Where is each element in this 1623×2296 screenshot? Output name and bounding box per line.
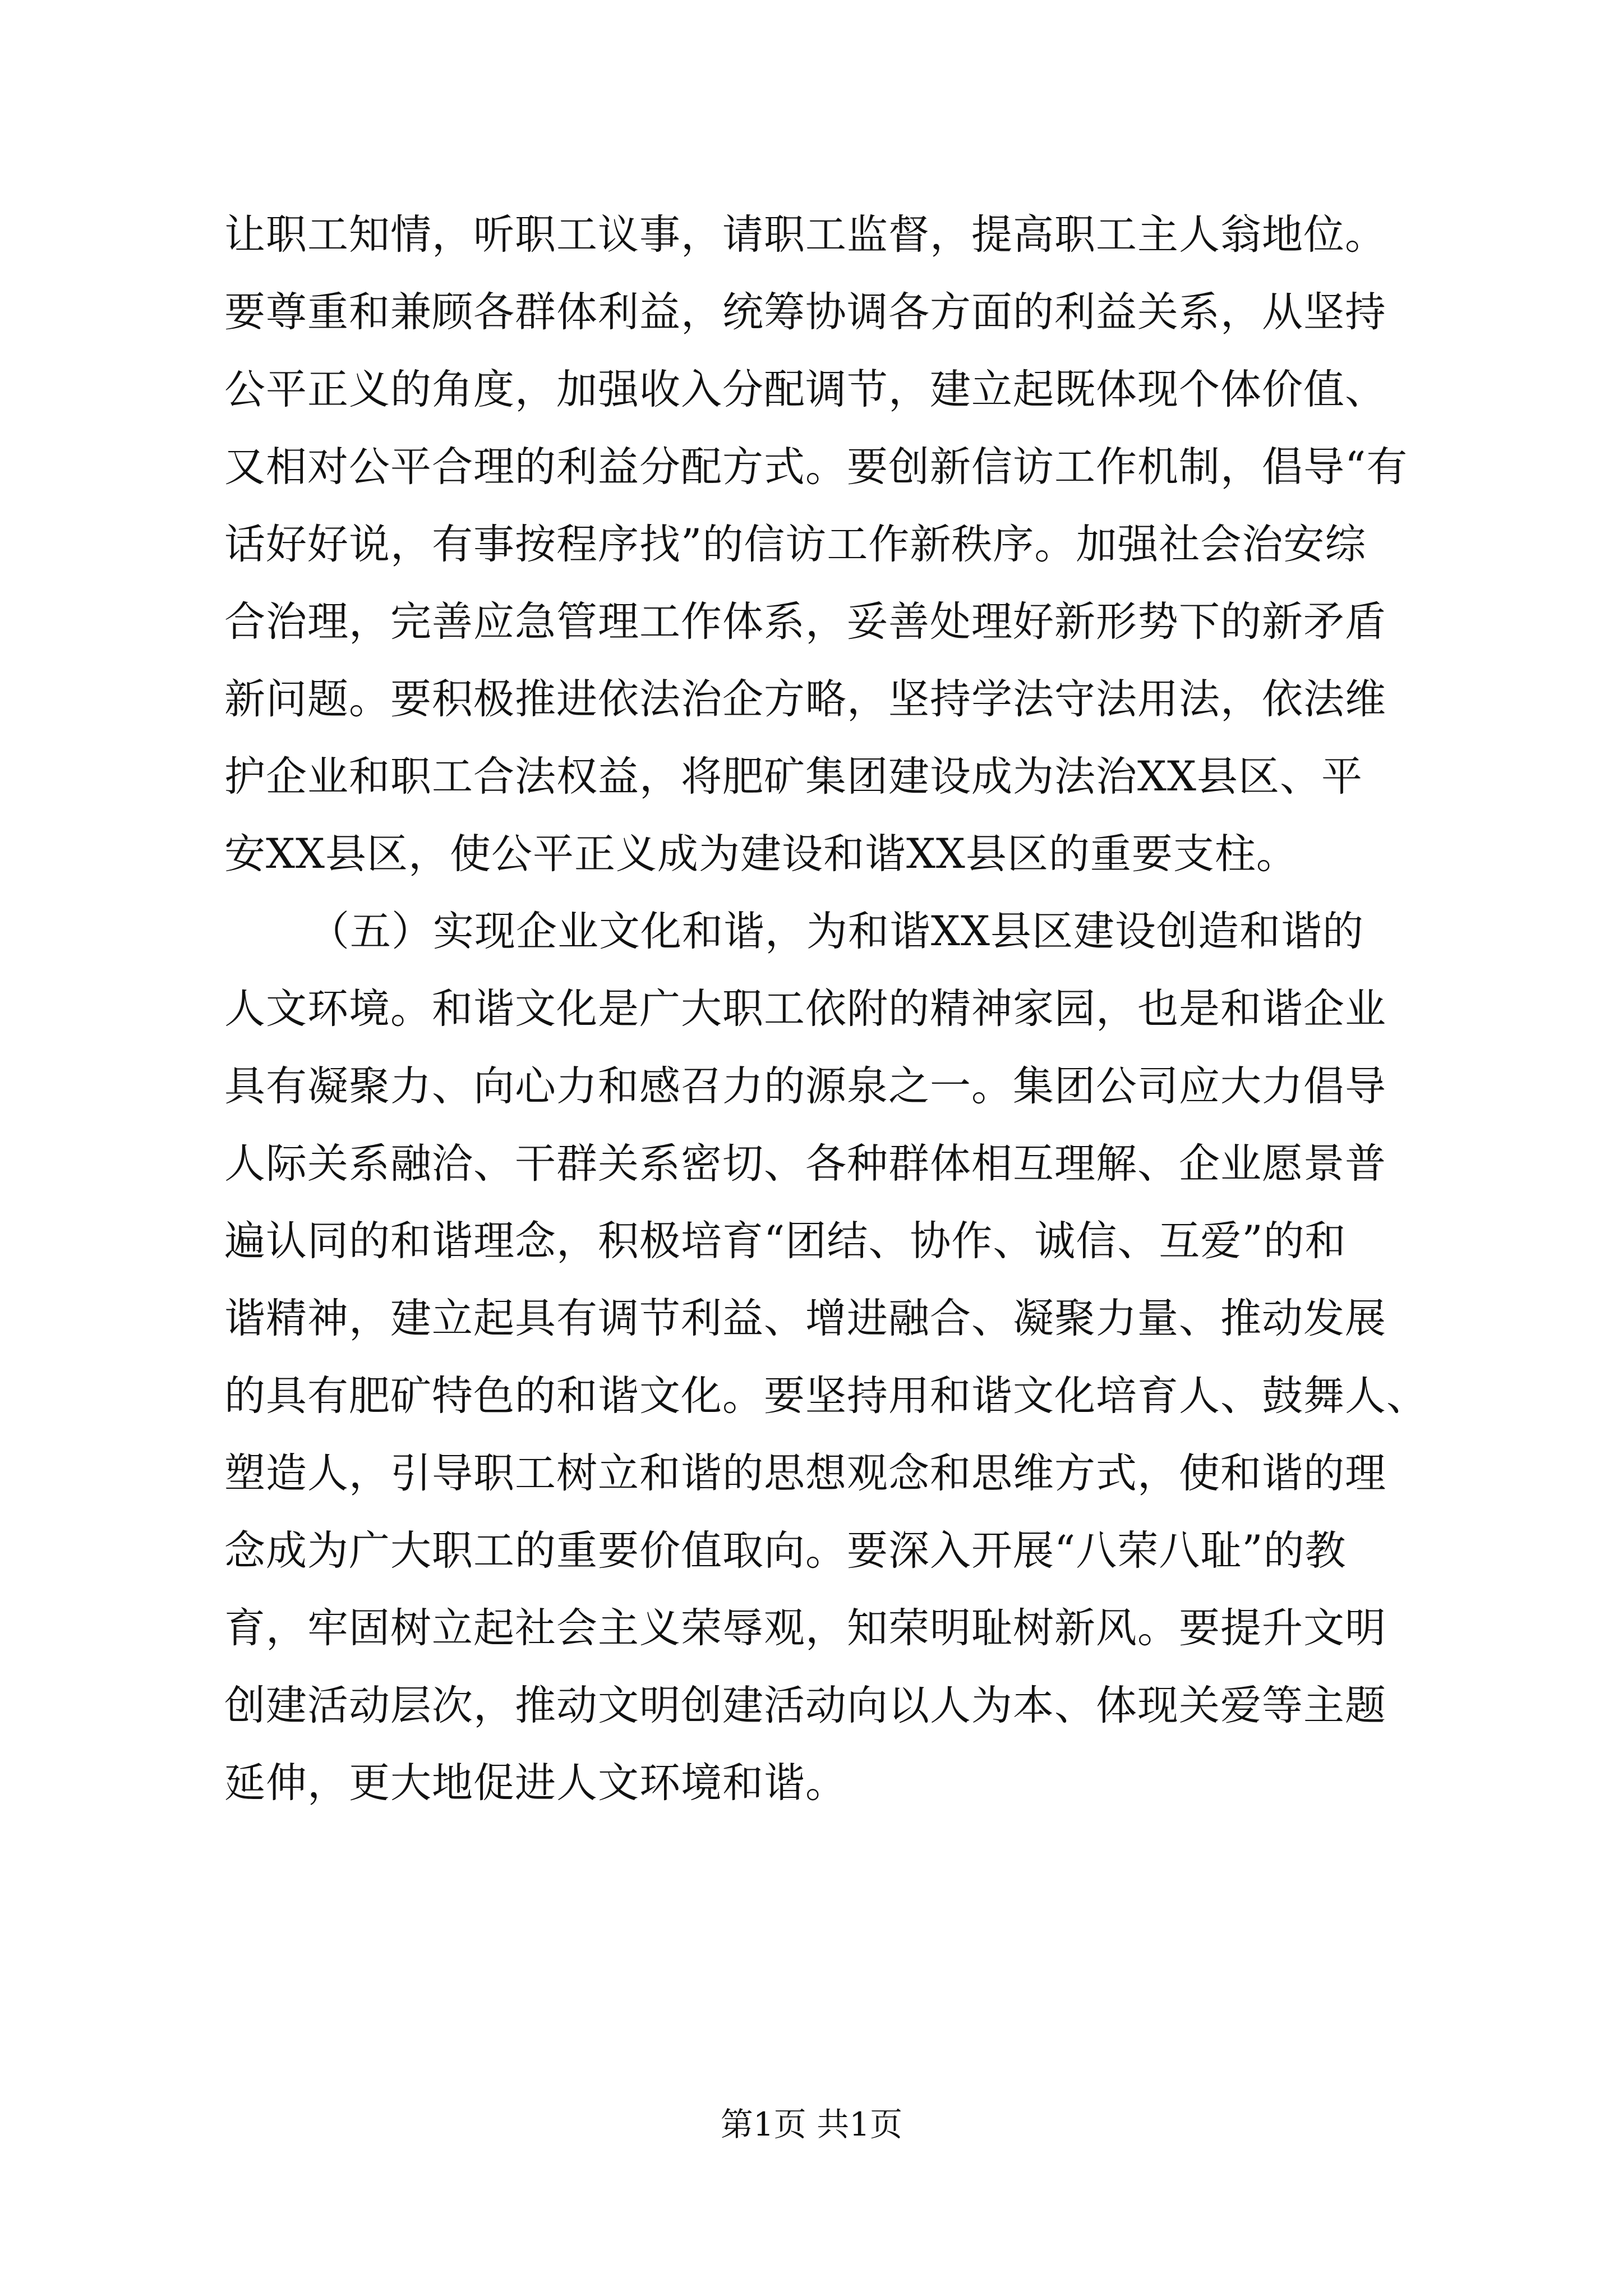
text-line: 安XX县区，使公平正义成为建设和谐XX县区的重要支柱。	[224, 830, 1298, 878]
text-line: 要尊重和兼顾各群体利益，统筹协调各方面的利益关系，从坚持	[224, 288, 1386, 336]
text-line: 话好好说，有事按程序找”的信访工作新秩序。加强社会治安综	[224, 521, 1367, 568]
section-heading-line: （五）实现企业文化和谐，为和谐XX县区建设创造和谐的	[308, 908, 1364, 955]
text-line: 塑造人，引导职工树立和谐的思想观念和思维方式，使和谐的理	[224, 1450, 1386, 1497]
text-line: 遍认同的和谐理念，积极培育“团结、协作、诚信、互爱”的和	[224, 1217, 1347, 1265]
text-line: 新问题。要积极推进依法治企方略，坚持学法守法用法，依法维	[224, 675, 1386, 723]
text-line: 公平正义的角度，加强收入分配调节，建立起既体现个体价值、	[224, 366, 1386, 413]
text-line: 护企业和职工合法权益，将肥矿集团建设成为法治XX县区、平	[224, 753, 1363, 800]
text-line: 念成为广大职工的重要价值取向。要深入开展“八荣八耻”的教	[224, 1527, 1347, 1575]
text-line: 的具有肥矿特色的和谐文化。要坚持用和谐文化培育人、鼓舞人、	[224, 1372, 1428, 1420]
text-line: 创建活动层次，推动文明创建活动向以人为本、体现关爱等主题	[224, 1682, 1386, 1729]
body-text	[224, 196, 1441, 1822]
text-line: 谐精神，建立起具有调节利益、增进融合、凝聚力量、推动发展	[224, 1295, 1386, 1342]
text-line: 让职工知情，听职工议事，请职工监督，提高职工主人翁地位。	[224, 211, 1386, 259]
page-footer	[0, 2105, 1623, 2144]
page-number: 第1页 共1页	[720, 2105, 903, 2143]
text-line: 人际关系融洽、干群关系密切、各种群体相互理解、企业愿景普	[224, 1140, 1386, 1188]
text-line: 又相对公平合理的利益分配方式。要创新信访工作机制，倡导“有	[224, 443, 1408, 491]
text-line: 合治理，完善应急管理工作体系，妥善处理好新形势下的新矛盾	[224, 598, 1386, 646]
text-line: 人文环境。和谐文化是广大职工依附的精神家园，也是和谐企业	[224, 985, 1386, 1033]
text-line: 延伸，更大地促进人文环境和谐。	[224, 1759, 847, 1807]
text-line: 育，牢固树立起社会主义荣辱观，知荣明耻树新风。要提升文明	[224, 1604, 1386, 1652]
text-line: 具有凝聚力、向心力和感召力的源泉之一。集团公司应大力倡导	[224, 1062, 1386, 1110]
